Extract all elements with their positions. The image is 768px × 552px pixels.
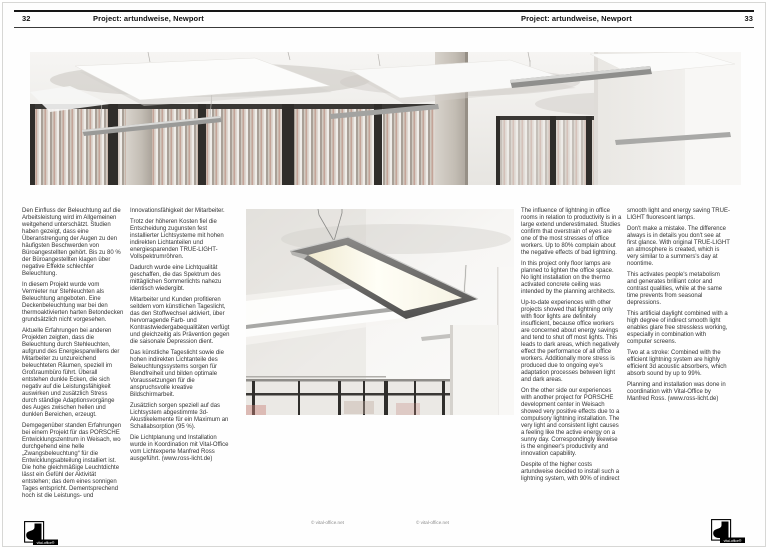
paragraph: Up-to-date experiences with other projects showed that lightning only with floor lights are definitely insufficient, because office workers are concerned about energy savings and tend to shut off most lights. This leads to dark areas, which negatively effect the performance of all office workers. Additionally more stress is produced due to ongoing eye's adaptation processes between light and dark areas. xyxy=(521,300,620,383)
paragraph: This activates people's metabolism and generates brilliant color and contrast qualities, while at the same time prevents from seasonal depressions. xyxy=(627,272,723,306)
paragraph: Das künstliche Tageslicht sowie die hohen indirekten Lichtanteile des Beleuchtungssystems sorgen für Blendfreiheit und bilden optimale Voraussetzungen für die anspruchsvolle kreative Bildschirmarbeit. xyxy=(130,350,224,398)
english-text-column-1 xyxy=(521,208,622,487)
paragraph: Innovationsfähigkeit der Mitarbeiter. xyxy=(130,208,225,214)
german-text-column-1 xyxy=(22,208,124,504)
paragraph: smooth light and energy saving TRUE-LIGHT fluorescent lamps. xyxy=(627,208,730,221)
paragraph: Planning and installation was done in coordination with Vital-Office by Manfred Ross. (www.ross-licht.de) xyxy=(627,382,726,402)
paragraph: On the other side our experiences with another project for PORSCHE development center in Weisach showed very positive effects due to a compulsory lightning installation. The very light and consistent light causes a feeling like the active energy on a sunny day. Correspondingly likewise is the engineer's productivity and innovation capability. xyxy=(521,388,620,457)
pendant-light-photo-art xyxy=(246,209,514,415)
right-page-title: Project: artundweise, Newport xyxy=(521,14,632,23)
paragraph: In this project only floor lamps are planned to lighten the office space. No light installation on the thermo activated concrete ceiling was intended by the planning architects. xyxy=(521,261,616,295)
office-ceiling-photo xyxy=(30,52,741,185)
vital-office-logo-left xyxy=(24,521,60,547)
paragraph: Despite of the higher costs artundweise decided to install such a lightning system, with 90% of indirect xyxy=(521,462,620,482)
paragraph: Dadurch wurde eine Lichtqualität geschaffen, die das Spektrum des mittäglichen Sommerlichts nahezu identisch wiedergibt. xyxy=(130,265,222,292)
paragraph: Trotz der höheren Kosten fiel die Entscheidung zugunsten fest installierter Lichtsysteme mit hohen indirekten Lichtanteilen und energiesparenden TRUE-LIGHT-Vollspektrumröhren. xyxy=(130,219,224,260)
paragraph: Die Lichtplanung und Installation wurde in Koordination mit Vital-Office vom Lichtexperte Manfred Ross ausgeführt. (www.ross-licht.de) xyxy=(130,435,229,462)
logo-label: vital-office® xyxy=(723,538,742,543)
paragraph: Mitarbeiter und Kunden profitieren seitdem vom künstlichen Tageslicht, das den Stoffwechsel aktiviert, über hervorragende Farb- und Kontrastwiedergabequalitäten verfügt und gleichzeitig als Prävention gegen die saisonale Depression dient. xyxy=(130,297,230,345)
pendant-light-photo xyxy=(246,209,514,415)
photo-credit-left: © vital-office.net xyxy=(311,520,344,525)
photo-credit-right: © vital-office.net xyxy=(416,520,449,525)
paragraph: Aktuelle Erfahrungen bei anderen Projekten zeigten, dass die Beleuchtung durch Stehleuchten, aufgrund des Energiesparwillens der Mitarbeiter zu unzureichend beleuchteten Räumen, speziell im Großraumbüro führt. Überall entstehen dunkle Ecken, die sich negativ auf die Leistungsfähigkeit auswirken und zusätzlich Stress durch ständige Adaptionsvorgänge des Auges zwischen hellen und dunklen Bereichen, erzeugt. xyxy=(22,328,120,418)
header-rule-sub xyxy=(14,27,754,28)
vital-office-logo-icon xyxy=(711,519,747,545)
paragraph: Don't make a mistake. The difference always is in details you don't see at first glance. With original TRUE-LIGHT an atmosphere is created, which is very similar to a summers's day at noontime. xyxy=(627,226,730,267)
english-text-column-2 xyxy=(627,208,730,407)
paragraph: Zusätzlich sorgen speziell auf das Lichtsystem abgestimmte 3d-Akustikelemente für ein Maximum an Schallabsorption (95 %). xyxy=(130,403,229,430)
vital-office-logo-icon xyxy=(24,521,60,547)
paragraph: The influence of lightning in office rooms in relation to productivity is in a large extend underestimated. Studies confirm that overstrain of eyes are one of the most stresses of office workers. Up to 80% complain about the negative effects of bad lightning. xyxy=(521,208,622,256)
paragraph: Den Einfluss der Beleuchtung auf die Arbeitsleistung wird im Allgemeinen weitgehend unterschätzt. Studien haben gezeigt, dass eine Überanstrengung der Augen zu den häufigsten Beschwerden von Büroangestellten gehört. Bis zu 80 % der Büroangestellten klagen über negative Effekte schlechter Beleuchtung. xyxy=(22,208,121,277)
vital-office-logo-right xyxy=(711,519,747,545)
page-number-left: 32 xyxy=(22,14,31,23)
page-number-right: 33 xyxy=(744,14,753,23)
german-text-column-2 xyxy=(130,208,232,467)
brochure-spread xyxy=(2,2,766,547)
left-page-title: Project: artundweise, Newport xyxy=(93,14,204,23)
paragraph: This artificial daylight combined with a high degree of indirect smooth light enables glare free stressless working, especially in combination with computer screens. xyxy=(627,311,728,345)
office-ceiling-photo-art xyxy=(30,52,741,185)
paragraph: Two at a stroke: Combined with the efficient lightning system are highly efficient 3d acoustic absorbers, which absorb sound by up to 99%. xyxy=(627,350,727,377)
header-rule-top xyxy=(14,10,754,12)
logo-label: vital-office® xyxy=(36,540,55,545)
paragraph: Demgegenüber standen Erfahrungen bei einem Projekt für das PORSCHE Entwicklungszentrum in Weisach, wo durchgehend eine helle „Zwangsbeleuchtung“ für die Entwicklungsabteilung installiert ist. Die hohe gleichmäßige Leuchtdichte lässt ein Gefühl der Aktivität entstehen; das dem eines sonnigen Tages entspricht. Dementsprechend hoch ist die Leistungs- und xyxy=(22,423,122,499)
paragraph: In diesem Projekt wurde vom Vermieter nur Stehleuchten als Beleuchtung angeboten. Eine Deckenbeleuchtung war bei den thermoaktivierten harten Betondecken grundsätzlich nicht vorgesehen. xyxy=(22,282,124,323)
